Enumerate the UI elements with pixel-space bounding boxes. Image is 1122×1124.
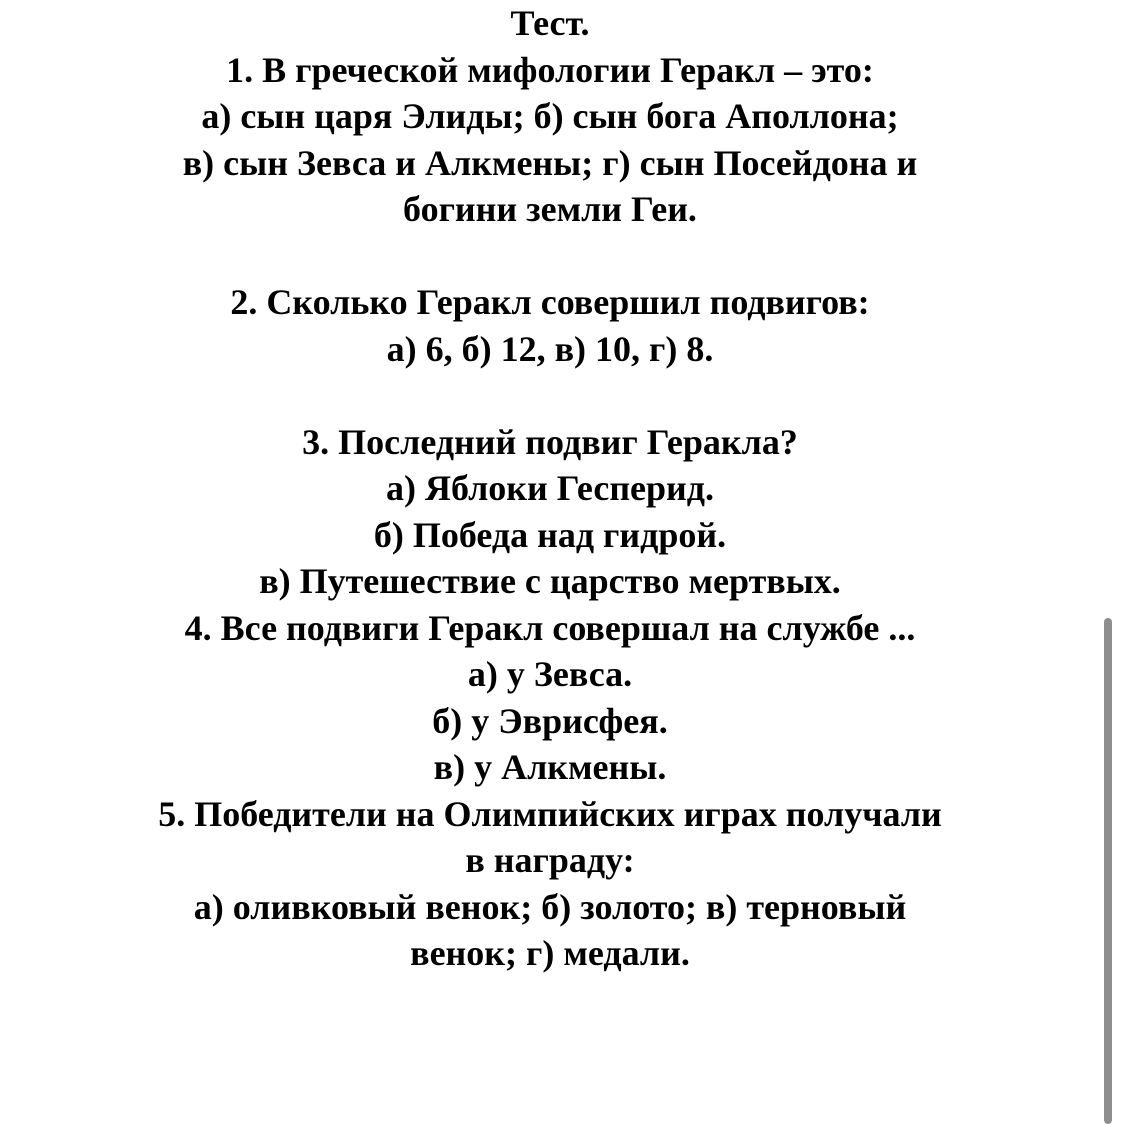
blank-line — [0, 372, 1100, 419]
question-5-text-line-1: 5. Победители на Олимпийских играх получали — [158, 793, 942, 834]
question-5-text-line-2: в награду: — [465, 840, 635, 880]
question-3-option-a: а) Яблоки Гесперид. — [385, 468, 715, 508]
question-1 — [0, 47, 1100, 233]
question-5-options-line-2: венок; г) медали. — [410, 933, 690, 973]
question-4-text: 4. Все подвиги Геракл совершал на службе ... — [184, 607, 916, 648]
question-5-options-line-1: а) оливковый венок; б) золото; в) терновый — [193, 886, 907, 927]
question-4-option-c: в) у Алкмены. — [433, 747, 667, 787]
question-2 — [0, 279, 1100, 372]
question-1-options-line-2: в) сын Зевса и Алкмены; г) сын Посейдона и — [182, 142, 918, 183]
blank-line — [0, 233, 1100, 280]
question-3-option-c: в) Путешествие с царство мертвых. — [259, 561, 841, 601]
question-3 — [0, 419, 1100, 605]
question-2-options: а) 6, б) 12, в) 10, г) 8. — [386, 328, 714, 369]
question-4-option-b: б) у Эврисфея. — [432, 700, 668, 741]
document-title: Тест. — [510, 3, 590, 43]
question-5 — [0, 791, 1100, 977]
question-4 — [0, 605, 1100, 791]
vertical-scrollbar[interactable] — [1104, 618, 1112, 1124]
question-1-options-line-1: а) сын царя Элиды; б) сын бога Аполлона; — [201, 96, 899, 136]
question-4-option-a: а) у Зевса. — [467, 654, 633, 694]
question-1-options-line-3: богини земли Геи. — [403, 189, 697, 229]
question-1-text: 1. В греческой мифологии Геракл – это: — [226, 49, 874, 90]
question-3-option-b: б) Победа над гидрой. — [373, 514, 727, 555]
question-2-text: 2. Сколько Геракл совершил подвигов: — [230, 282, 870, 322]
question-3-text: 3. Последний подвиг Геракла? — [302, 421, 798, 462]
